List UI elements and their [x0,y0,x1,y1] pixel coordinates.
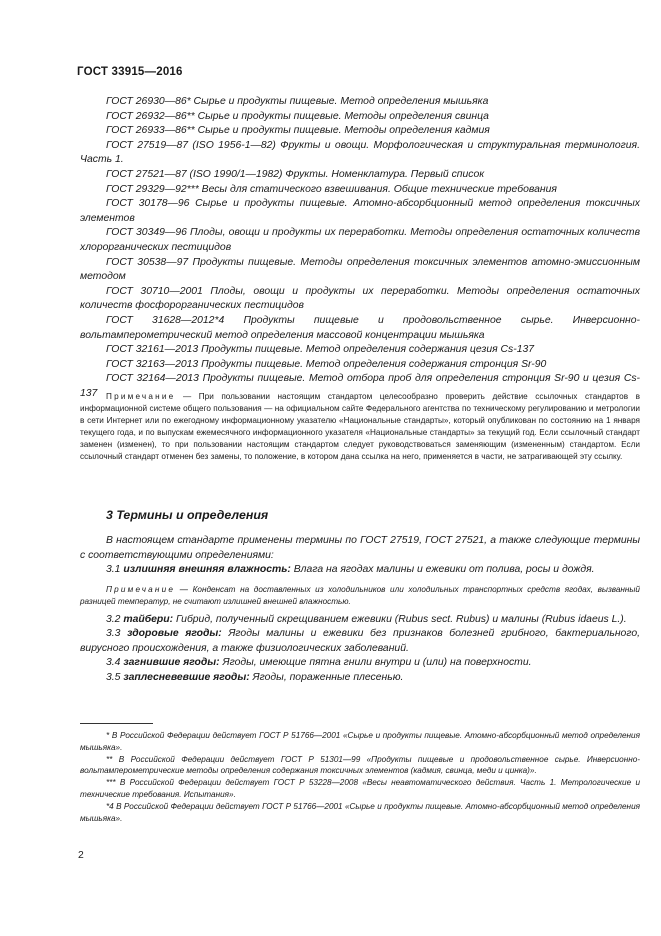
reference-item: ГОСТ 30538—97 Продукты пищевые. Методы определения токсичных элементов атомно-эмиссионным методом [80,256,640,283]
term-def: Ягоды, пораженные плесенью. [249,671,404,683]
term-number: 3.3 [106,628,121,640]
term-def: Гибрид, полученный скрещиванием ежевики (Rubus sect. Rubus) и малины (Rubus idaeus L.). [173,613,627,625]
reference-item: ГОСТ 27521—87 (ISO 1990/1—1982) Фрукты. Номенклатура. Первый список [106,168,485,180]
reference-item: ГОСТ 26930—86* Сырье и продукты пищевые. Метод определения мышьяка [106,96,489,107]
normative-references-list [80,95,640,401]
footnote-item: *** В Российской Федерации действует ГОСТ Р 53228—2008 «Весы неавтоматического действия. Часть 1. Метрологические и технические требования. Испытания». [80,778,640,799]
reference-item: ГОСТ 31628—2012*4 Продукты пищевые и продовольственное сырье. Инверсионно-вольтамперометрический метод определения массовой концентрации мышьяка [80,314,640,341]
footnote-item: ** В Российской Федерации действует ГОСТ Р 51301—99 «Продукты пищевые и продовольственное сырье. Инверсионно-вольтамперометрические методы определения содержания токсичных элементов (кадмия, свинца, меди и цинка)». [80,754,640,776]
definitions-body [80,534,640,686]
reference-item: ГОСТ 27519—87 (ISO 1956-1—82) Фрукты и овощи. Морфологическая и структуральная терминология. Часть 1. [80,139,640,166]
term-def: Ягоды, имеющие пятна гнили внутри и (или) на поверхности. [219,657,532,669]
note-label: Примечание [106,584,176,594]
footnote-item: *4 В Российской Федерации действует ГОСТ Р 51766—2001 «Сырье и продукты пищевые. Атомно-абсорбционный метод определения мышьяка». [80,801,640,823]
term-number: 3.1 [106,564,121,576]
term-name: загнившие ягоды: [123,657,220,669]
reference-item: ГОСТ 26933—86** Сырье и продукты пищевые. Методы определения кадмия [106,125,490,137]
term-definition [80,613,640,628]
note-text: — Конденсат на доставленных из холодильников или холодильных транспортных средств ягодах, вызванный разницей температур, не считают излишней внешней влажностью. [80,584,640,606]
term-def: Ягоды малины и ежевики без признаков болезней грибного, бактериального, вирусного происхождения, а также физиологических заболеваний. [80,628,640,654]
footnote-item: * В Российской Федерации действует ГОСТ Р 51766—2001 «Сырье и продукты пищевые. Атомно-абсорбционный метод определения мышьяка». [80,731,640,752]
term-number: 3.2 [106,613,121,625]
note-text: — При пользовании настоящим стандартом целесообразно проверить действие ссылочных стандартов в информационной системе общего пользования — на официальном сайте Федерального агентства по техническому регулированию и метрологии в сети Интернет или по ежегодному информационному указателю «Национальные стандарты», который опубликован по состоянию на 1 января текущего года, и по выпускам ежемесячного информационного указателя «Национальные стандарты» за текущий год. Если ссылочный стандарт заменен (изменен), то при пользовании настоящим стандартом следует руководствоваться заменяющим (измененным) стандартом. Если ссылочный стандарт отменен без замены, то положение, в котором дана ссылка на него, применяется в части, не затрагивающей эту ссылку. [80,392,640,461]
reference-item: ГОСТ 32164—2013 Продукты пищевые. Метод отбора проб для определения стронция Sr-90 и цезия Cs-137 [80,373,640,399]
term-definition [80,627,640,656]
term-number: 3.5 [106,671,121,683]
definitions-intro: В настоящем стандарте применены термины по ГОСТ 27519, ГОСТ 27521, а также следующие термины с соответствующими определениями: [80,535,640,561]
footnote-divider [80,723,153,724]
reference-item: ГОСТ 30178—96 Сырье и продукты пищевые. Атомно-абсорбционный метод определения токсичных элементов [80,198,640,224]
term-definition [80,671,640,686]
reference-item: ГОСТ 32161—2013 Продукты пищевые. Метод определения содержания цезия Cs-137 [106,344,535,356]
reference-item: ГОСТ 29329—92*** Весы для статического взвешивания. Общие технические требования [106,183,557,195]
term-name: здоровые ягоды: [127,628,222,640]
term-name: тайбери: [123,613,174,625]
term-number: 3.4 [106,657,121,669]
term-note [80,584,640,608]
term-def: Влага на ягодах малины и ежевики от полива, росы и дождя. [290,564,595,576]
section-heading: 3 Термины и определения [106,508,269,522]
term-name: заплесневевшие ягоды: [123,671,250,683]
page-header-title: ГОСТ 33915—2016 [77,66,183,78]
footnotes [80,730,640,824]
references-note [80,391,640,462]
note-label: Примечание [106,392,176,401]
reference-item: ГОСТ 30710—2001 Плоды, овощи и продукты их переработки. Методы определения остаточных количеств фосфорорганических пестицидов [80,285,640,312]
term-definition [80,656,640,671]
page-number: 2 [78,850,84,861]
reference-item: ГОСТ 30349—96 Плоды, овощи и продукты их переработки. Методы определения остаточных количеств хлорорганических пестицидов [80,227,640,253]
reference-item: ГОСТ 32163—2013 Продукты пищевые. Метод определения содержания стронция Sr-90 [106,358,547,370]
reference-item: ГОСТ 26932—86** Сырье и продукты пищевые. Методы определения свинца [106,110,489,122]
term-definition [80,563,640,578]
term-name: излишняя внешняя влажность: [123,564,291,576]
